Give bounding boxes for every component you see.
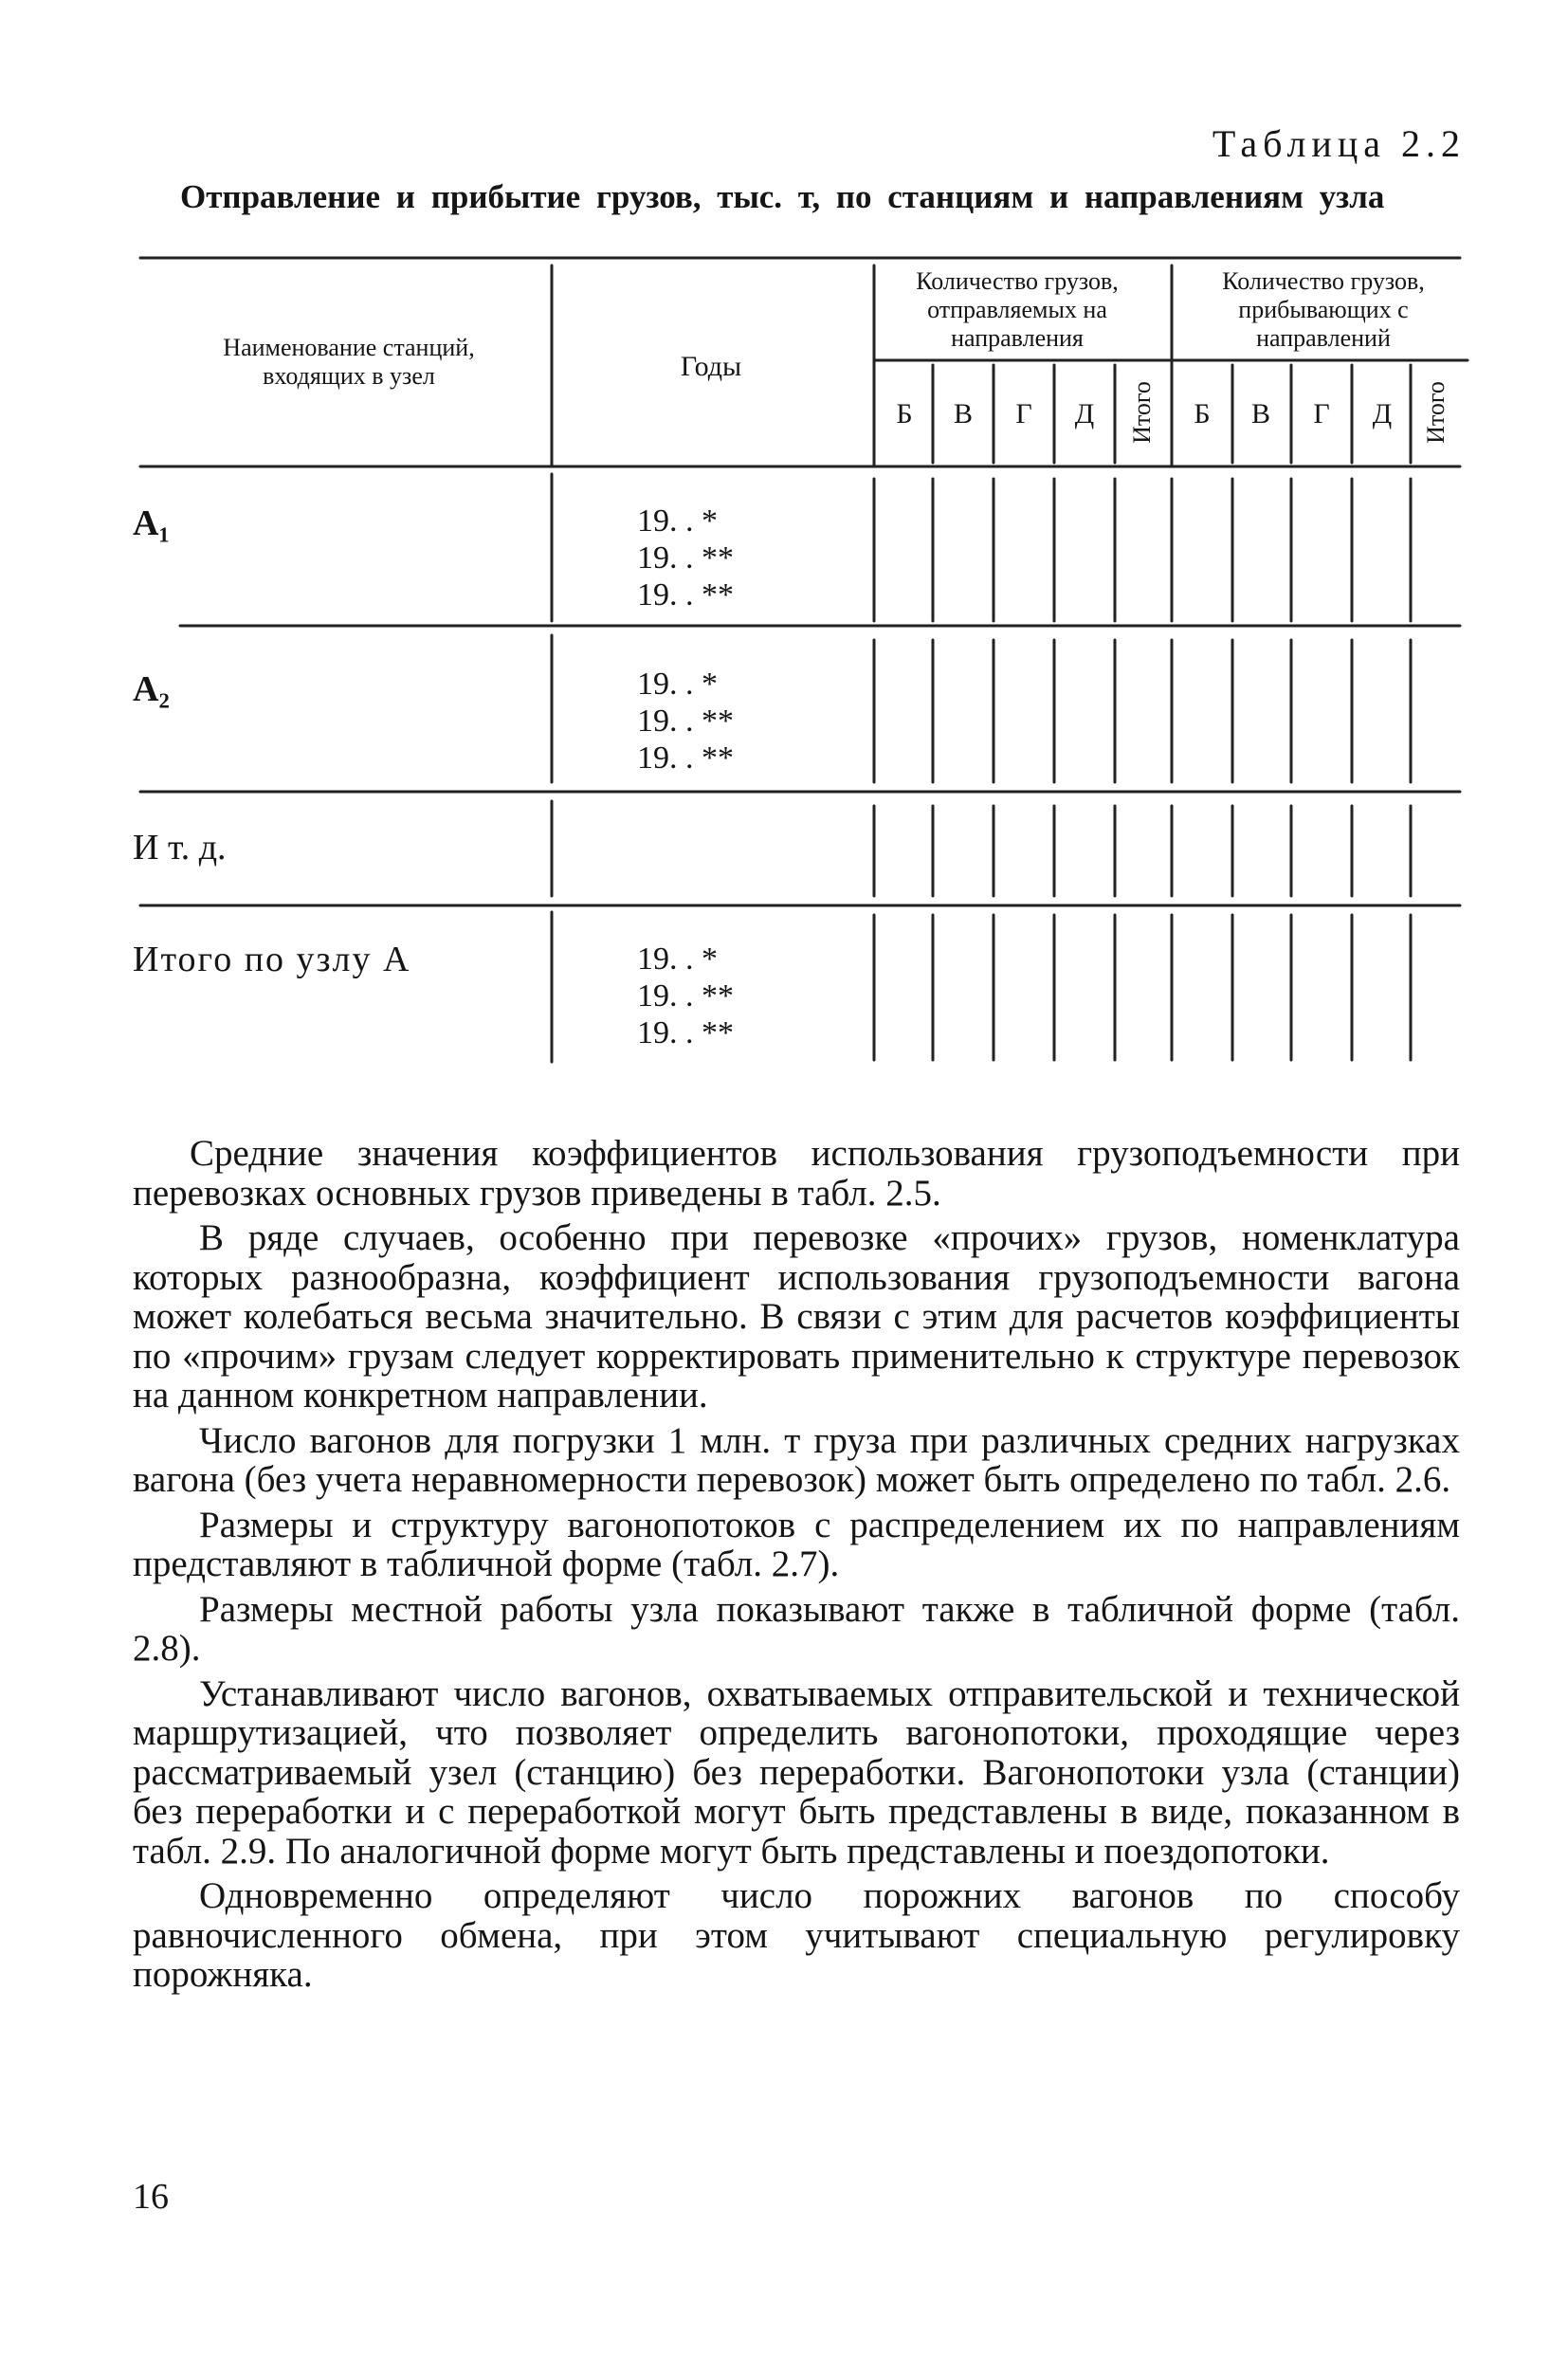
year-entry: 19. . ** [637, 577, 734, 612]
year-entry: 19. . * [637, 941, 718, 977]
body-text [133, 1134, 1460, 2000]
year-entry: 19. . * [637, 667, 718, 702]
paragraph: В ряде случаев, особенно при перевозке «прочих» грузов, номенклатура которых разнообразна, коэффициент использования грузоподъемности вагона может колебаться весьма значительно. В связи с этим для расчетов коэффициенты по «прочим» грузам следует корректировать применительно к структуре перевозок на данном конкретном направлении. [133, 1217, 1460, 1416]
sent-group-header: Количество грузов, отправляемых на направления [916, 267, 1119, 352]
sent-col-total: Итого [1128, 381, 1156, 444]
row-a1-years [637, 502, 734, 613]
station-column-header: Наименование станций, входящих в узел [223, 334, 475, 390]
years-column-header: Годы [680, 351, 742, 382]
sent-col-d: Д [1074, 398, 1095, 429]
row-a2-years [637, 666, 734, 776]
row-total-years [637, 941, 734, 1051]
arrive-col-total: Итого [1422, 381, 1449, 444]
paragraph: Число вагонов для погрузки 1 млн. т груза при различных средних нагрузках вагона (без учета неравномерности перевозок) может быть определено по табл. 2.6. [133, 1419, 1460, 1500]
paragraph: Размеры местной работы узла показывают также в табличной форме (табл. 2.8). [133, 1588, 1460, 1669]
paragraph: Одновременно определяют число порожних вагонов по способу равночисленного обмена, при этом учитывают специальную регулировку порожняка. [133, 1875, 1460, 1995]
arrive-col-d: Д [1372, 398, 1393, 429]
year-entry: 19. . ** [637, 1015, 734, 1050]
paragraph: Устанавливают число вагонов, охватываемых отправительской и технической маршрутизацией, что позволяет определить вагонопотоки, проходящие через рассматриваемый узел (станцию) без переработки. Вагонопотоки узла (станции) без переработки и с переработкой могут быть представлены в виде, показанном в табл. 2.9. По аналогичной форме могут быть представлены и поездопотоки. [133, 1672, 1460, 1872]
row-total-name: Итого по узлу А [133, 940, 411, 979]
arrive-col-b: Б [1194, 398, 1211, 429]
year-entry: 19. . ** [637, 540, 734, 575]
sent-col-b: Б [896, 398, 913, 429]
row-etc-name: И т. д. [133, 828, 227, 868]
paragraph: Средние значения коэффициентов использования грузоподъемности при перевозках основных грузов приведены в табл. 2.5. [133, 1133, 1460, 1214]
paragraph: Размеры и структуру вагонопотоков с распределением их по направлениям представляют в табличной форме (табл. 2.7). [133, 1504, 1460, 1584]
arrive-col-v: В [1250, 398, 1270, 429]
table-title: Отправление и прибытие грузов, тыс. т, по станциям и направлениям узла [180, 178, 1385, 215]
sent-col-v: В [953, 398, 973, 429]
row-a1-name: A₁ [133, 503, 170, 543]
table-label: Таблица 2.2 [1212, 122, 1466, 165]
year-entry: 19. . ** [637, 978, 734, 1014]
arrive-col-g: Г [1313, 398, 1330, 429]
year-entry: 19. . ** [637, 740, 734, 776]
sent-col-g: Г [1015, 398, 1032, 429]
arrive-group-header: Количество грузов, прибывающих с направлений [1222, 267, 1425, 352]
row-a2-name: A₂ [133, 669, 170, 709]
year-entry: 19. . ** [637, 703, 734, 739]
page-number: 16 [133, 2177, 169, 2217]
year-entry: 19. . * [637, 503, 718, 539]
